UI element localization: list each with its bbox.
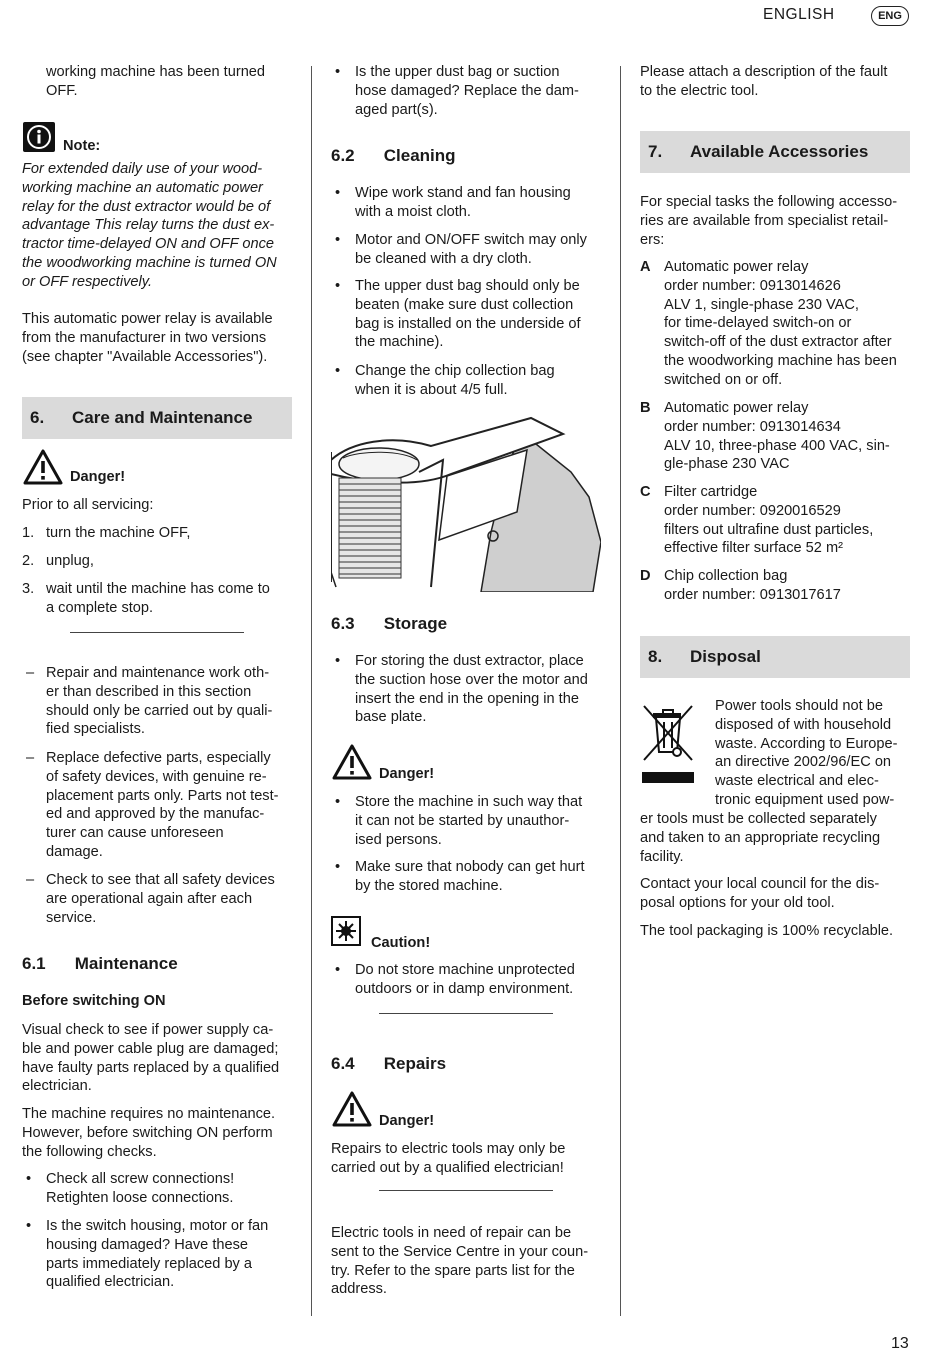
subsection-heading-cleaning bbox=[331, 147, 456, 166]
relay-paragraph bbox=[22, 310, 307, 366]
text-line: the suction hose over the motor and bbox=[355, 671, 588, 688]
accessory-letter: A bbox=[640, 259, 651, 275]
text-line: an directive 2002/96/EC on bbox=[715, 754, 892, 771]
list-item bbox=[331, 184, 630, 222]
text-line: facility. bbox=[640, 848, 684, 865]
caution-label: Caution! bbox=[371, 935, 431, 951]
note-label: Note: bbox=[63, 138, 101, 154]
text-line: • For storing the dust extractor, place bbox=[355, 653, 584, 669]
text-line: For extended daily use of your wood- bbox=[22, 161, 263, 177]
danger-warning-icon bbox=[332, 1091, 372, 1133]
text-line: ries are available from specialist retail- bbox=[640, 212, 889, 229]
text-line: disposed of with household bbox=[715, 716, 892, 733]
step-number: 1. bbox=[22, 525, 35, 541]
attach-paragraph bbox=[640, 63, 915, 101]
accessory-letter: D bbox=[640, 568, 651, 584]
text-line: to the electric tool. bbox=[640, 82, 759, 99]
text-line: beaten (make sure dust collection bbox=[355, 296, 574, 313]
danger-label: Danger! bbox=[379, 1113, 435, 1129]
prior-text: Prior to all servicing: bbox=[22, 497, 154, 513]
danger-warning-icon bbox=[332, 744, 372, 786]
text-line: hose damaged? Replace the dam- bbox=[355, 82, 579, 99]
text-line: Electric tools in need of repair can be bbox=[331, 1225, 572, 1241]
danger-label: Danger! bbox=[379, 766, 435, 782]
text-line: bag is installed on the underside of bbox=[355, 315, 581, 332]
text-line: Visual check to see if power supply ca- bbox=[22, 1022, 274, 1038]
text-line: Automatic power relay bbox=[664, 259, 809, 275]
header-language: ENGLISH bbox=[763, 6, 835, 23]
text-line: effective filter surface 52 m² bbox=[664, 540, 843, 557]
text-line: Automatic power relay bbox=[664, 400, 809, 416]
text-line: order number: 0913017617 bbox=[664, 586, 841, 603]
accessory-item-a bbox=[640, 258, 939, 390]
crossed-bin-icon bbox=[640, 700, 696, 792]
text-line: • Change the chip collection bag bbox=[355, 363, 555, 379]
note-text bbox=[22, 160, 307, 292]
text-line: advantage This relay turns the dust ex- bbox=[22, 217, 275, 234]
text-line: • Do not store machine unprotected bbox=[355, 962, 575, 978]
text-line: working machine has been turned bbox=[46, 64, 266, 80]
text-line: are operational again after each bbox=[46, 890, 253, 907]
text-line: This automatic power relay is available bbox=[22, 311, 273, 327]
text-line: try. Refer to the spare parts list for the bbox=[331, 1262, 575, 1279]
text-line: or OFF respectively. bbox=[22, 273, 153, 290]
disposal-paragraph-indented bbox=[715, 697, 915, 810]
text-line: tronic equipment used pow- bbox=[715, 791, 895, 808]
subsection-number: 6.3 bbox=[331, 614, 355, 633]
language-badge-text: ENG bbox=[878, 10, 902, 22]
no-maintenance-paragraph bbox=[22, 1105, 307, 1161]
text-line: base plate. bbox=[355, 709, 427, 726]
text-line: • Wipe work stand and fan housing bbox=[355, 185, 571, 201]
before-switching-heading: Before switching ON bbox=[22, 993, 166, 1009]
accessories-intro bbox=[640, 193, 915, 249]
contact-paragraph bbox=[640, 875, 915, 913]
text-line: working machine an automatic power bbox=[22, 179, 263, 196]
danger-warning-icon bbox=[23, 449, 63, 491]
page-number: 13 bbox=[891, 1335, 909, 1352]
text-line: placement parts only. Parts not test- bbox=[46, 787, 279, 804]
disposal-paragraph-continued bbox=[640, 810, 915, 866]
text-line: • Check all screw connections! bbox=[46, 1171, 235, 1187]
text-line: • Is the upper dust bag or suction bbox=[355, 64, 560, 80]
text-line: from the manufacturer in two versions bbox=[22, 329, 267, 346]
text-line: However, before switching ON perform bbox=[22, 1124, 273, 1141]
text-line: er than described in this section bbox=[46, 683, 252, 700]
divider bbox=[70, 632, 244, 633]
text-line: for time-delayed switch-on or bbox=[664, 315, 852, 332]
subsection-number: 6.4 bbox=[331, 1054, 355, 1073]
text-line: Power tools should not be bbox=[715, 698, 883, 714]
text-line: fied specialists. bbox=[46, 721, 145, 738]
list-item bbox=[331, 652, 630, 727]
text-line: – Repair and maintenance work oth- bbox=[46, 665, 270, 681]
text-line: turer can cause unforeseen bbox=[46, 825, 224, 842]
text-line: electrician. bbox=[22, 1078, 92, 1095]
section-number: 6. bbox=[30, 407, 45, 427]
packaging-paragraph: The tool packaging is 100% recyclable. bbox=[640, 923, 894, 939]
text-line: gle-phase 230 VAC bbox=[664, 456, 790, 473]
visual-check-paragraph bbox=[22, 1021, 307, 1096]
text-line: OFF. bbox=[46, 82, 78, 99]
text-line: the woodworking machine has been bbox=[664, 352, 897, 369]
text-line: sent to the Service Centre in your coun- bbox=[331, 1243, 589, 1260]
text-line: Chip collection bag bbox=[664, 568, 788, 584]
text-line: Filter cartridge bbox=[664, 484, 758, 500]
text-line: service. bbox=[46, 909, 97, 926]
list-item bbox=[22, 1170, 316, 1208]
text-line: Repairs to electric tools may only be bbox=[331, 1141, 566, 1157]
list-item bbox=[22, 871, 316, 927]
text-line: parts immediately replaced by a bbox=[46, 1255, 253, 1272]
subsection-heading-repairs bbox=[331, 1055, 446, 1074]
subsection-number: 6.2 bbox=[331, 146, 355, 165]
list-item bbox=[331, 231, 630, 269]
text-line: Contact your local council for the dis- bbox=[640, 876, 880, 892]
list-item bbox=[331, 961, 630, 999]
text-line: damage. bbox=[46, 843, 103, 860]
text-line: order number: 0913014626 bbox=[664, 277, 841, 294]
text-line: the following checks. bbox=[22, 1143, 157, 1160]
text-line: the machine). bbox=[355, 334, 444, 351]
text-line: – Replace defective parts, especially bbox=[46, 750, 271, 766]
text-line: order number: 0920016529 bbox=[664, 502, 841, 519]
list-item bbox=[22, 1217, 316, 1292]
text-line: ers: bbox=[640, 231, 665, 248]
text-line: address. bbox=[331, 1281, 387, 1298]
section-heading-disposal bbox=[640, 636, 910, 678]
text-line: wait until the machine has come to bbox=[46, 581, 270, 597]
text-line: • The upper dust bag should only be bbox=[355, 278, 580, 294]
section-title: Disposal bbox=[690, 646, 761, 666]
list-item bbox=[22, 749, 316, 862]
text-line: Please attach a description of the fault bbox=[640, 64, 888, 80]
subsection-heading-storage bbox=[331, 615, 447, 634]
subsection-title: Repairs bbox=[383, 1054, 447, 1073]
text-line: outdoors or in damp environment. bbox=[355, 980, 574, 997]
step-number: 2. bbox=[22, 553, 35, 569]
text-line: carried out by a qualified electrician! bbox=[331, 1159, 564, 1176]
text-line: For special tasks the following accesso- bbox=[640, 194, 898, 210]
text-line: unplug, bbox=[46, 553, 94, 569]
text-line: er tools must be collected separately bbox=[640, 811, 877, 827]
section-number: 7. bbox=[648, 141, 663, 161]
divider bbox=[379, 1190, 553, 1191]
section-number: 8. bbox=[648, 646, 663, 666]
text-line: and taken to an appropriate recycling bbox=[640, 829, 881, 846]
subsection-title: Cleaning bbox=[383, 146, 456, 165]
text-line: be cleaned with a dry cloth. bbox=[355, 250, 532, 267]
dust-extractor-illustration bbox=[331, 412, 601, 592]
text-line: • Store the machine in such way that bbox=[355, 794, 583, 810]
text-line: The machine requires no maintenance. bbox=[22, 1106, 276, 1122]
text-line: a complete stop. bbox=[46, 599, 154, 616]
continued-text bbox=[46, 63, 306, 101]
text-line: insert the end in the opening in the bbox=[355, 690, 579, 707]
text-line: with a moist cloth. bbox=[355, 203, 471, 220]
text-line: (see chapter "Available Accessories"). bbox=[22, 348, 268, 365]
list-item bbox=[22, 524, 316, 543]
step-number: 3. bbox=[22, 581, 35, 597]
text-line: order number: 0913014634 bbox=[664, 418, 841, 435]
accessory-letter: B bbox=[640, 400, 651, 416]
section-title: Available Accessories bbox=[690, 141, 869, 161]
list-item bbox=[331, 858, 630, 896]
text-line: aged part(s). bbox=[355, 101, 438, 118]
text-line: when it is about 4/5 full. bbox=[355, 381, 508, 398]
text-line: • Is the switch housing, motor or fan bbox=[46, 1218, 269, 1234]
text-line: ed and approved by the manufac- bbox=[46, 806, 265, 823]
text-line: ised persons. bbox=[355, 831, 442, 848]
section-heading-available-accessories bbox=[640, 131, 910, 173]
text-line: it can not be started by unauthor- bbox=[355, 812, 570, 829]
text-line: tractor time-delayed ON and OFF once bbox=[22, 236, 274, 253]
text-line: ALV 10, three-phase 400 VAC, sin- bbox=[664, 437, 890, 454]
text-line: relay for the dust extractor would be of bbox=[22, 198, 271, 215]
language-badge bbox=[871, 6, 909, 26]
text-line: ALV 1, single-phase 230 VAC, bbox=[664, 296, 859, 313]
subsection-heading-maintenance bbox=[22, 955, 178, 974]
text-line: have faulty parts replaced by a qualified bbox=[22, 1059, 280, 1076]
subsection-number: 6.1 bbox=[22, 954, 46, 973]
service-centre-paragraph bbox=[331, 1224, 611, 1299]
danger-label: Danger! bbox=[70, 469, 126, 485]
accessory-letter: C bbox=[640, 484, 651, 500]
text-line: qualified electrician. bbox=[46, 1274, 175, 1291]
accessory-item-b bbox=[640, 399, 939, 474]
list-item bbox=[331, 63, 625, 119]
text-line: of safety devices, with genuine re- bbox=[46, 768, 267, 785]
text-line: switched on or off. bbox=[664, 371, 783, 388]
section-heading-care-maintenance bbox=[22, 397, 292, 439]
text-line: by the stored machine. bbox=[355, 877, 503, 894]
subsection-title: Storage bbox=[383, 614, 448, 633]
divider bbox=[379, 1013, 553, 1014]
text-line: should only be carried out by quali- bbox=[46, 702, 273, 719]
text-line: the woodworking machine is turned ON bbox=[22, 254, 277, 271]
text-line: ble and power cable plug are damaged; bbox=[22, 1040, 279, 1057]
list-item bbox=[331, 277, 630, 352]
section-title: Care and Maintenance bbox=[72, 407, 253, 427]
text-line: waste. According to Europe- bbox=[715, 735, 898, 752]
text-line: • Make sure that nobody can get hurt bbox=[355, 859, 585, 875]
accessory-item-c bbox=[640, 483, 939, 558]
list-item bbox=[22, 552, 316, 571]
text-line: filters out ultrafine dust particles, bbox=[664, 521, 874, 538]
text-line: – Check to see that all safety devices bbox=[46, 872, 275, 888]
list-item bbox=[331, 362, 630, 400]
list-item bbox=[22, 580, 316, 618]
subsection-title: Maintenance bbox=[74, 954, 178, 973]
list-item bbox=[331, 793, 630, 849]
text-line: turn the machine OFF, bbox=[46, 525, 191, 541]
repairs-paragraph bbox=[331, 1140, 611, 1178]
accessory-item-d bbox=[640, 567, 939, 605]
text-line: posal options for your old tool. bbox=[640, 894, 835, 911]
text-line: Retighten loose connections. bbox=[46, 1189, 234, 1206]
text-line: waste electrical and elec- bbox=[715, 773, 879, 790]
list-item bbox=[22, 664, 316, 739]
text-line: housing damaged? Have these bbox=[46, 1236, 249, 1253]
caution-icon bbox=[331, 916, 361, 946]
text-line: switch-off of the dust extractor after bbox=[664, 334, 892, 351]
text-line: • Motor and ON/OFF switch may only bbox=[355, 232, 587, 248]
info-icon bbox=[23, 122, 55, 152]
